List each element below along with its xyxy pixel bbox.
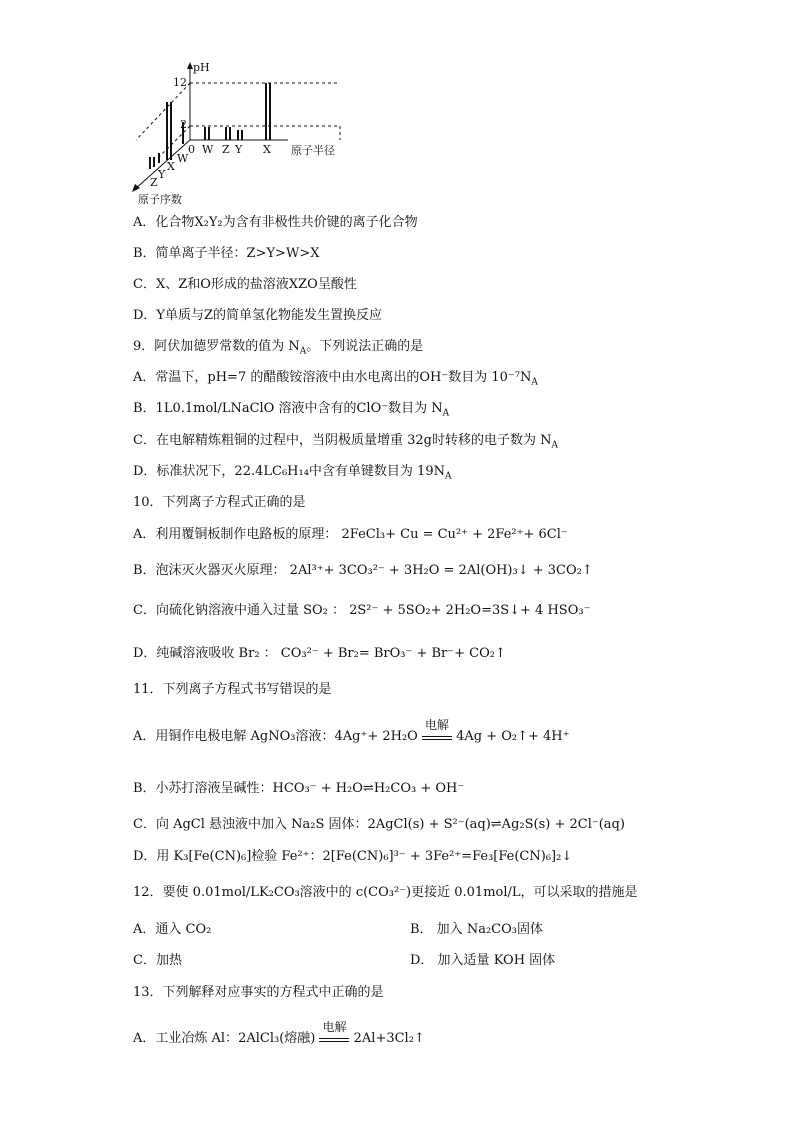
q10-option-b: B．泡沫灭火器灭火原理： 2Al³⁺+ 3CO₃²⁻ + 3H₂O = 2Al(OH)₃↓ + 3CO₂↑ xyxy=(133,563,593,578)
x-label-z: Z xyxy=(222,143,230,156)
q11-a-cond: 电解 xyxy=(424,718,449,732)
q8-option-c: C．X、Z和O形成的盐溶液XZO呈酸性 xyxy=(133,277,357,292)
tick-0: 0 xyxy=(188,143,195,156)
q9-a-text: A．常温下，pH=7 的醋酸铵溶液中由水电离出的OH⁻数目为 10⁻⁷N xyxy=(133,370,532,385)
q10-option-c: C．向硫化钠溶液中通入过量 SO₂ ： 2S²⁻ + 5SO₂+ 2H₂O=3S↓+ 4 HSO₃⁻ xyxy=(133,603,591,618)
z-label-x: X xyxy=(167,160,175,173)
zbar-x xyxy=(166,102,168,160)
q9-c-sub: A xyxy=(551,440,558,451)
electrolysis-arrow-2 xyxy=(319,1020,349,1042)
q9-c-text: C．在电解精炼粗铜的过程中，当阴极质量增重 32g时转移的电子数为 N xyxy=(133,433,552,448)
q11-stem: 11．下列离子方程式书写错误的是 xyxy=(133,682,332,697)
x-label-y: Y xyxy=(235,143,243,156)
q9-option-a xyxy=(133,369,538,392)
q9-option-d xyxy=(133,463,451,486)
z-label-w: W xyxy=(177,152,189,165)
q9-b-text: B．1L0.1mol/LNaClO 溶液中含有的ClO⁻数目为 N xyxy=(133,401,443,416)
q9-stem-tail: 。下列说法正确的是 xyxy=(306,339,424,354)
q11-a-pre: A．用铜作电极电解 AgNO₃溶液：4Ag⁺+ 2H₂O xyxy=(133,729,418,744)
q13-option-a xyxy=(133,1020,425,1048)
q13-a-post: 2Al+3Cl₂↑ xyxy=(353,1031,425,1046)
q9-stem-text: 9．阿伏加德罗常数的值为 N xyxy=(133,339,300,354)
q12-option-d: D． 加入适量 KOH 固体 xyxy=(410,953,556,968)
q8-option-a: A．化合物X₂Y₂为含有非极性共价键的离子化合物 xyxy=(133,215,418,230)
q9-a-sub: A xyxy=(531,377,538,388)
q13-stem: 13．下列解释对应事实的方程式中正确的是 xyxy=(133,985,384,1000)
bar-y xyxy=(237,130,239,140)
bar-w xyxy=(204,127,206,140)
x-axis-label: 原子半径 xyxy=(291,144,335,157)
ph-radius-figure xyxy=(120,60,380,210)
q10-option-a: A．利用覆铜板制作电路板的原理： 2FeCl₃+ Cu = Cu²⁺ + 2Fe²⁺+ 6Cl⁻ xyxy=(133,527,568,542)
depth-line-12 xyxy=(136,83,190,140)
q9-d-text: D．标准状况下，22.4LC₆H₁₄中含有单键数目为 19N xyxy=(133,464,445,479)
q9-b-sub: A xyxy=(442,408,450,419)
q10-stem: 10．下列离子方程式正确的是 xyxy=(133,495,306,510)
q11-option-d: D．用 K₃[Fe(CN)₆]检验 Fe²⁺：2[Fe(CN)₆]³⁻ + 3Fe²⁺=Fe₃[Fe(CN)₆]₂↓ xyxy=(133,849,573,864)
z-label-y: Y xyxy=(158,168,166,181)
q11-option-a xyxy=(133,718,570,746)
zbar-y xyxy=(158,153,160,163)
q11-option-c: C．向 AgCl 悬浊液中加入 Na₂S 固体：2AgCl(s) + S²⁻(aq)⇌Ag₂S(s) + 2Cl⁻(aq) xyxy=(133,817,625,832)
z-axis xyxy=(134,140,190,190)
q8-option-d: D．Y单质与Z的简单氢化物能发生置换反应 xyxy=(133,308,383,323)
q13-a-cond: 电解 xyxy=(322,1020,347,1034)
q8-option-b: B．简单离子半径：Z>Y>W>X xyxy=(133,246,320,261)
x-label-w: W xyxy=(202,143,214,156)
q9-option-c xyxy=(133,432,558,455)
q12-option-a: A．通入 CO₂ xyxy=(133,922,212,937)
zbar-x2 xyxy=(170,102,172,160)
bar-x xyxy=(265,83,267,140)
zbar-z2 xyxy=(153,157,155,167)
tick-12: 12 xyxy=(173,76,187,89)
q11-option-b: B．小苏打溶液呈碱性：HCO₃⁻ + H₂O⇌H₂CO₃ + OH⁻ xyxy=(133,781,465,796)
q10-option-d: D．纯碱溶液吸收 Br₂ ： CO₃²⁻ + Br₂= BrO₃⁻ + Br⁻+ CO₂↑ xyxy=(133,646,506,661)
bar-z2 xyxy=(229,127,231,140)
q13-a-pre: A．工业冶炼 Al：2AlCl₃(熔融) xyxy=(133,1031,316,1046)
zbar-z xyxy=(149,157,151,169)
bar-z xyxy=(225,127,227,140)
tick-2: 2 xyxy=(180,118,187,131)
z-axis-label: 原子序数 xyxy=(138,193,182,206)
q12-stem: 12．要使 0.01mol/LK₂CO₃溶液中的 c(CO₃²⁻)更接近 0.01mol/L，可以采取的措施是 xyxy=(133,885,638,900)
q9-option-b xyxy=(133,400,449,423)
bar-y2 xyxy=(241,130,243,140)
q9-d-sub: A xyxy=(444,471,452,482)
bar-w2 xyxy=(208,127,210,140)
q11-a-post: 4Ag + O₂↑+ 4H⁺ xyxy=(456,729,570,744)
bar-x2 xyxy=(269,83,271,140)
electrolysis-arrow xyxy=(422,718,452,740)
q12-option-c: C．加热 xyxy=(133,953,182,968)
y-axis-label: pH xyxy=(193,61,210,74)
z-label-z: Z xyxy=(150,176,158,189)
q9-stem-sub: A xyxy=(299,346,307,357)
q12-option-b: B． 加入 Na₂CO₃固体 xyxy=(410,922,543,937)
q9-stem xyxy=(133,338,423,361)
x-label-x: X xyxy=(263,143,271,156)
